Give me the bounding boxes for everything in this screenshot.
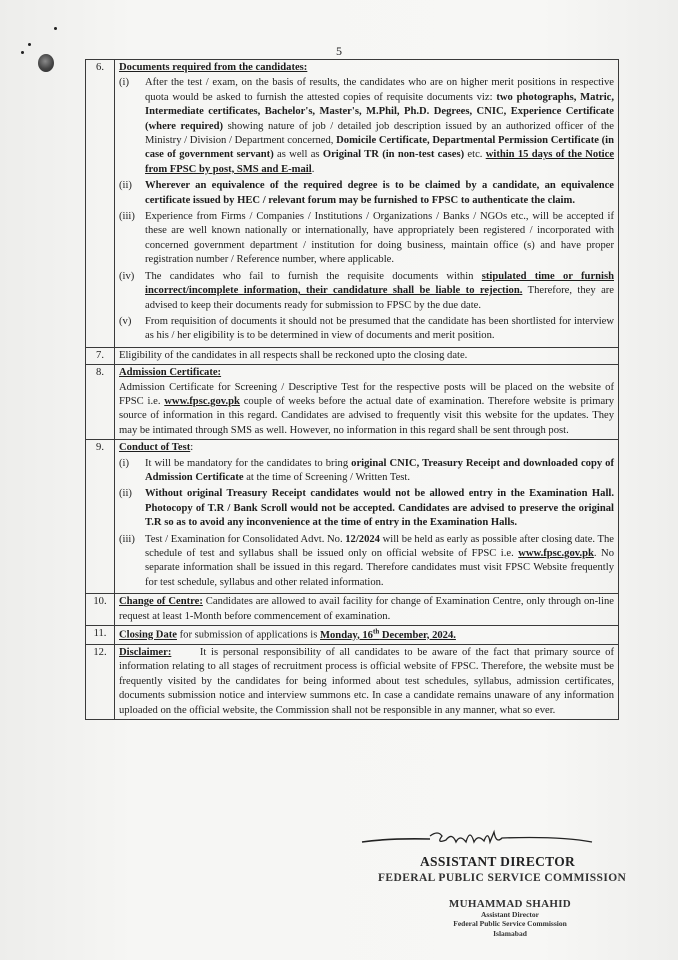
section-text: Eligibility of the candidates in all respects shall be reckoned upto the closing date. bbox=[115, 347, 619, 364]
signatory-title: ASSISTANT DIRECTOR bbox=[420, 854, 576, 869]
instructions-table bbox=[85, 59, 619, 720]
text: . No separate information shall be issued in this regard. Therefore candidates must visit FPSC Website frequently for test schedule, syllabus and other related information. bbox=[145, 548, 614, 588]
section-text bbox=[119, 381, 614, 439]
section-number: 6. bbox=[86, 60, 115, 348]
text: Therefore, they are advised to keep their documents ready for submission to FPSC by the due date. bbox=[145, 285, 614, 311]
sub-item-iv bbox=[119, 270, 614, 313]
text: After the test / exam, on the basis of results, the candidates who are on higher merit positions in respective quota would be asked to furnish the attested copies of requisite documents viz: bbox=[145, 77, 614, 103]
signatory-organization: FEDERAL PUBLIC SERVICE COMMISSION bbox=[378, 872, 627, 884]
section-number: 8. bbox=[86, 365, 115, 440]
section-heading: Admission Certificate: bbox=[119, 367, 222, 379]
text: Test / Examination for Consolidated Advt. No. bbox=[145, 533, 346, 545]
sub-item-text bbox=[145, 487, 614, 530]
deadline-text: within 15 days of the Notice from FPSC by post, SMS and E-mail bbox=[145, 149, 615, 175]
official-stamp bbox=[360, 898, 660, 938]
speck bbox=[54, 27, 57, 30]
roman-numeral: (i) bbox=[119, 77, 129, 89]
bold-text: Without original Treasury Receipt candidates would not be allowed entry in the Examination Hall. Photocopy of T.R / Bank Scroll would not be accepted. Candidates are advised to preserve the original T.R so as to avoid any inconvenience at the time of entry in the Examination Halls. bbox=[145, 488, 614, 529]
section-text: Candidates are allowed to avail facility for change of Examination Centre, only through on-line request at least 1-Month before commencement of examination. bbox=[119, 596, 614, 622]
sub-item-ii bbox=[119, 487, 614, 530]
roman-numeral: (v) bbox=[119, 315, 132, 327]
text: Admission Certificate for Screening / Descriptive Test for the respective posts will be placed on the website of FPSC i.e. bbox=[119, 381, 614, 407]
text: at the time of Screening / Written Test. bbox=[243, 471, 410, 483]
roman-numeral: (ii) bbox=[119, 488, 132, 500]
section-8 bbox=[86, 365, 619, 440]
date-suffix: th bbox=[372, 627, 380, 636]
section-7 bbox=[86, 347, 619, 364]
section-heading: Change of Centre: bbox=[119, 596, 203, 608]
sub-item-ii bbox=[119, 179, 614, 208]
sub-item-iii bbox=[119, 533, 614, 591]
section-number: 11. bbox=[86, 626, 115, 645]
sub-item-iii bbox=[119, 210, 614, 268]
sub-item-text bbox=[145, 270, 614, 313]
section-11 bbox=[86, 626, 619, 645]
roman-numeral: (iii) bbox=[119, 533, 135, 545]
text: will be held as early as possible after closing date. The schedule of test and syllabus shall be issued only on official website of FPSC i.e. bbox=[145, 533, 614, 559]
section-12 bbox=[86, 644, 619, 719]
bold-text: Domicile Certificate, Departmental Permission Certificate (in case of government servant) bbox=[145, 135, 614, 161]
sub-item-i bbox=[119, 457, 614, 486]
stamp-designation: Assistant Director bbox=[481, 910, 539, 919]
bold-text: original CNIC, Treasury Receipt and downloaded copy of Admission Certificate bbox=[145, 457, 614, 483]
text: It will be mandatory for the candidates to bring bbox=[145, 457, 352, 469]
bold-text: Original TR (in non-test cases) bbox=[322, 149, 465, 161]
stamp-organization: Federal Public Service Commission bbox=[453, 919, 567, 929]
roman-numeral: (ii) bbox=[119, 180, 132, 192]
section-6 bbox=[86, 60, 619, 348]
date-month-year: December, 2024. bbox=[379, 629, 456, 641]
bold-text: Wherever an equivalence of the required degree is to be claimed by a candidate, an equivalence certificate issued by HEC / relevant forum may be furnished to FPSC to authenticate the claim. bbox=[145, 180, 614, 206]
roman-numeral: (i) bbox=[119, 457, 129, 469]
stamp-name: MUHAMMAD SHAHID bbox=[448, 898, 572, 910]
colon: : bbox=[190, 442, 194, 454]
section-heading: Documents required from the candidates: bbox=[119, 62, 308, 73]
section-text: for submission of applications is bbox=[176, 629, 320, 641]
text: as well as bbox=[273, 149, 323, 161]
website-link[interactable]: www.fpsc.gov.pk bbox=[164, 395, 240, 407]
text: The candidates who fail to furnish the requisite documents within bbox=[145, 270, 482, 282]
section-heading: Closing Date bbox=[119, 629, 177, 641]
bold-text: two photographs, Matric, Intermediate certificates, Bachelor's, Master's, M.Phil, Ph.D. Degrees, CNIC, Experience Certificate (where required) bbox=[145, 91, 614, 132]
text: etc. bbox=[464, 149, 486, 161]
text: showing nature of job / detailed job description issued by an authorized officer of the Ministry / Division / Department concerned, bbox=[145, 120, 614, 147]
section-number: 10. bbox=[86, 594, 115, 626]
warning-text: stipulated time or furnish incorrect/incomplete information, their candidature shall be liable to rejection. bbox=[145, 270, 614, 297]
website-link[interactable]: www.fpsc.gov.pk bbox=[518, 548, 594, 559]
sub-item-text bbox=[145, 457, 614, 486]
section-heading: Conduct of Test bbox=[119, 442, 191, 454]
section-9 bbox=[86, 440, 619, 594]
roman-numeral: (iv) bbox=[119, 270, 135, 282]
section-number: 9. bbox=[86, 440, 115, 594]
section-heading: Disclaimer: bbox=[119, 646, 172, 658]
sub-item-text bbox=[145, 533, 614, 591]
section-number: 12. bbox=[86, 644, 115, 719]
section-number: 7. bbox=[86, 347, 115, 364]
closing-date bbox=[320, 627, 456, 641]
sub-item-text bbox=[145, 76, 614, 177]
text: . bbox=[311, 163, 315, 175]
date-day: Monday, 16 bbox=[320, 629, 373, 641]
roman-numeral: (iii) bbox=[119, 211, 135, 223]
section-heading-wrap bbox=[119, 441, 614, 455]
text: couple of weeks before the actual date of examination. Therefore website is primary source of information in this regard. Candidates are advised to frequently visit this website for the updates. They may be intimated through SMS as well. However, no information in this regard shall be sent through post. bbox=[119, 395, 614, 436]
section-text: It is personal responsibility of all candidates to be aware of the fact that primary source of information relating to all stages of recruitment process is official website of FPSC. Therefore, the website must be frequently visited by the candidates for being informed about test schedules, syllabus, admission certificates, documents submission notice and interview summons etc. In case a candidate remains unaware of any information uploaded on the official website, the Commission shall not be responsible in any manner, what so ever. bbox=[119, 646, 615, 716]
sub-item-text bbox=[145, 179, 614, 208]
section-10 bbox=[86, 594, 619, 626]
advt-number: 12/2024 bbox=[345, 533, 380, 545]
sub-item-i bbox=[119, 76, 614, 177]
sub-item-v bbox=[119, 315, 614, 344]
stamp-city: Islamabad bbox=[493, 928, 527, 938]
page-number: 5 bbox=[336, 44, 342, 58]
sub-item-text: From requisition of documents it should not be presumed that the candidate has been shortlisted for interview as his / her eligibility is to be determined in view of documents and merit position. bbox=[145, 315, 614, 342]
sub-item-text: Experience from Firms / Companies / Institutions / Organizations / Banks / NGOs etc., will be accepted if these are well known nationally or internationally, have appropriately been registered / incorporated with concerned government department / institution for doing business, maintain office (s) and have proper registration number / Reference number, where applicable. bbox=[145, 211, 614, 266]
